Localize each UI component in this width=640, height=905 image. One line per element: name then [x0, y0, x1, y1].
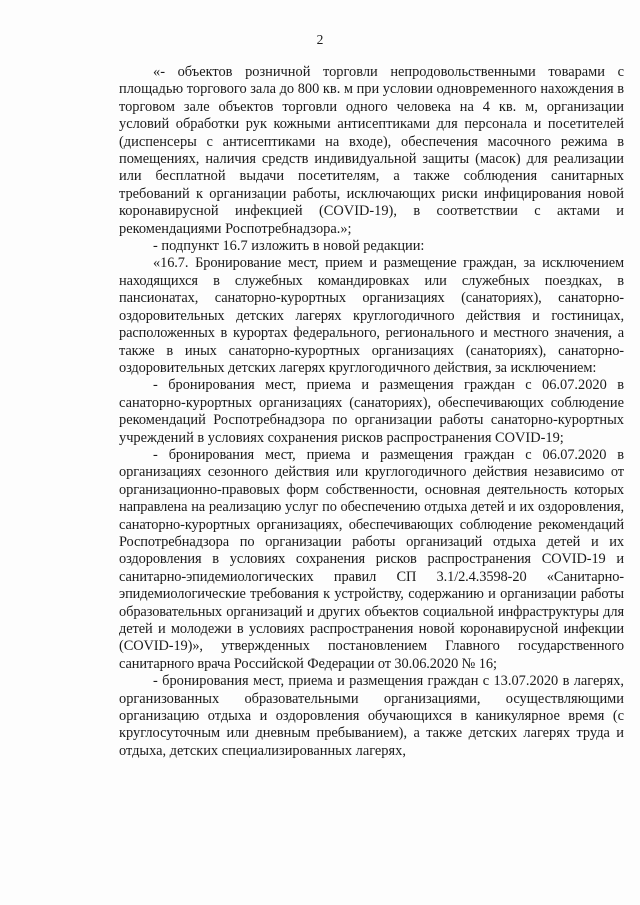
paragraph-16-7-text: «16.7. Бронирование мест, прием и размещение граждан, за исключением находящихся в служебных командировках или служебных поездках, в пансионатах, санаторно-курортных организациях (санаториях), санаторно-оздоровительных детских лагерях круглогодичного действия и гостиницах, расположенных в курортах федерального, регионального и местного значения, а также в иных санаторно-курортных организациях (санаториях), санаторно-оздоровительных детских лагерях круглогодичного действия, за исключением: — [119, 255, 624, 376]
paragraph-exception-children-camps: - бронирования мест, приема и размещения граждан с 06.07.2020 в организациях сезонного действия или круглогодичного действия независимо от организационно-правовых форм собственности, основная деятельность которых направлена на реализацию услуг по обеспечению отдыха детей и их оздоровления, санаторно-курортных организациях, обеспечивающих соблюдение рекомендаций Роспотребнадзора по организации работы организаций отдыха детей и их оздоровления в условиях сохранения рисков распространения COVID-19 и санитарно-эпидемиологических правил СП 3.1/2.4.3598-20 «Санитарно-эпидемиологические требования к устройству, содержанию и организации работы образовательных организаций и других объектов социальной инфраструктуры для детей и молодежи в условиях распространения новой коронавирусной инфекции (COVID-19)», утвержденных постановлением Главного государственного санитарного врача Российской Федерации от 30.06.2020 № 16; — [119, 446, 624, 672]
paragraph-retail-objects: «- объектов розничной торговли непродовольственными товарами с площадью торгового зала до 800 кв. м при условии одновременного нахождения в торговом зале объектов торговли одного человека на 4 кв. м, организации условий обработки рук кожными антисептиками для персонала и посетителей (диспенсеры с антисептиками на входе), обеспечения масочного режима в помещениях, наличия средств индивидуальной защиты (масок) для реализации или бесплатной выдачи посетителям, а также соблюдения санитарных требований к организации работы, исключающих риски инфицирования новой коронавирусной инфекцией (COVID-19), в соответствии с актами и рекомендациями Роспотребнадзора.»; — [119, 64, 624, 237]
paragraph-subpoint-16-7: - подпункт 16.7 изложить в новой редакции: — [153, 238, 425, 255]
paragraph-exception-sanatoriums: - бронирования мест, приема и размещения граждан с 06.07.2020 в санаторно-курортных организациях (санаториях), обеспечивающих соблюдение рекомендаций Роспотребнадзора по организации работы санаторно-курортных учреждений в условиях сохранения рисков распространения COVID-19; — [119, 377, 624, 446]
document-body — [119, 64, 624, 760]
paragraph-exception-school-camps: - бронирования мест, приема и размещения граждан с 13.07.2020 в лагерях, организованных образовательными организациями, осуществляющими организацию отдыха и оздоровления обучающихся в каникулярное время (с круглосуточным или дневным пребыванием), а также детских лагерях труда и отдыха, детских специализированных лагерях, — [119, 673, 624, 759]
page-number: 2 — [316, 32, 324, 47]
